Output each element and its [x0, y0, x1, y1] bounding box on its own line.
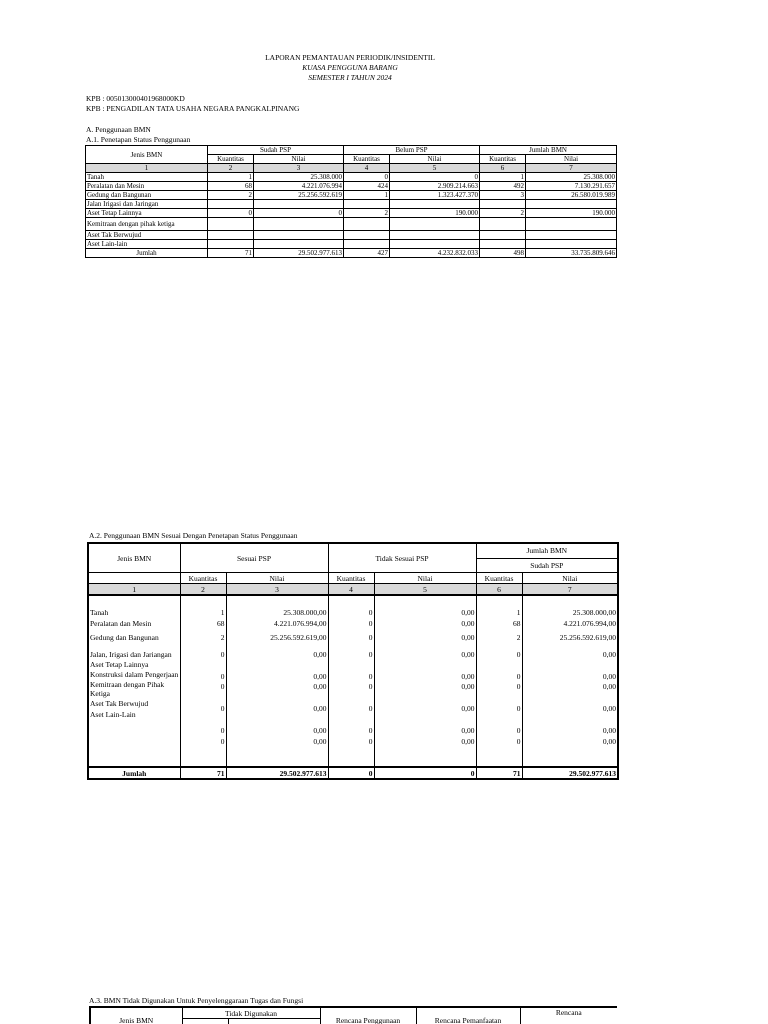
- table-row: [86, 173, 617, 182]
- cell-jumlah-kuantitas: 1: [480, 173, 526, 182]
- cell-value: 0,00: [461, 633, 475, 642]
- cell-value: 0: [368, 618, 373, 628]
- total-label: Jumlah: [86, 249, 208, 258]
- cell-belum-kuantitas: 2: [344, 209, 390, 218]
- index-cell: 6: [480, 164, 526, 173]
- header-belum-psp: Belum PSP: [344, 146, 480, 155]
- cell-jumlah-kuantitas: [480, 200, 526, 209]
- table-header-row: [90, 1007, 617, 1019]
- total-jumlah-kuantitas: 498: [480, 249, 526, 258]
- index-cell: 6: [476, 584, 522, 596]
- section-a-title: A. Penggunaan BMN: [86, 125, 151, 134]
- cell-value: 0,00: [602, 682, 617, 691]
- total-belum-kuantitas: 427: [344, 249, 390, 258]
- cell-sudah-nilai: [254, 240, 344, 249]
- table-subheader-row: [88, 573, 618, 584]
- header-nilai: Nilai: [254, 155, 344, 164]
- table-total-row: [88, 767, 618, 779]
- row-name: Gedung dan Bangunan: [86, 191, 208, 200]
- row-names-column: [88, 595, 180, 767]
- cell-value: 0,00: [602, 649, 617, 659]
- header-kuantitas: Kuantitas: [476, 573, 522, 584]
- cell-value: 2: [220, 633, 225, 642]
- cell-value: 4.221.076.994,00: [274, 618, 327, 628]
- cell-value: 0: [368, 649, 373, 659]
- row-name: Aset Tetap Lainnya: [90, 659, 149, 669]
- cell-value: 68: [513, 618, 521, 628]
- index-cell: 5: [374, 584, 476, 596]
- cell-jumlah-kuantitas: 492: [480, 182, 526, 191]
- cell-value: 0,00: [461, 682, 475, 691]
- cell-value: 0: [368, 682, 373, 691]
- cell-value: 0,00: [313, 671, 327, 681]
- index-cell: 4: [328, 584, 374, 596]
- table1-caption: A.1. Penetapan Status Penggunaan: [86, 135, 191, 144]
- index-cell: 2: [208, 164, 254, 173]
- table-total-row: [86, 249, 617, 258]
- cell-jumlah-kuantitas: [480, 231, 526, 240]
- cell-value: 0: [220, 649, 225, 659]
- cell-value: 0,00: [313, 736, 327, 746]
- cell-sudah-kuantitas: [208, 200, 254, 209]
- cell-sudah-nilai: [254, 231, 344, 240]
- cell-value: 0: [368, 704, 373, 713]
- row-name: Aset Lain-lain: [86, 240, 208, 249]
- cell-belum-kuantitas: 0: [344, 173, 390, 182]
- sesuai-kuantitas-column: [180, 595, 226, 767]
- cell-belum-nilai: 0: [390, 173, 480, 182]
- cell-value: 0,00: [461, 704, 475, 713]
- cell-value: 0,00: [602, 726, 617, 735]
- index-cell: 3: [226, 584, 328, 596]
- cell-value: 25.308.000,00: [283, 608, 327, 617]
- cell-sudah-kuantitas: 2: [208, 191, 254, 200]
- total-belum-nilai: 4.232.832.033: [390, 249, 480, 258]
- cell-jumlah-nilai: [526, 240, 617, 249]
- table-body-block: [88, 595, 618, 767]
- cell-belum-nilai: 1.323.427.370: [390, 191, 480, 200]
- cell-value: 0: [220, 736, 225, 746]
- empty-cell: [228, 1019, 320, 1024]
- cell-value: 0: [368, 608, 373, 617]
- cell-belum-nilai: 190.000: [390, 209, 480, 218]
- table-header-row: [86, 146, 617, 155]
- cell-belum-nilai: [390, 231, 480, 240]
- table-row: [86, 191, 617, 200]
- cell-sudah-kuantitas: [208, 240, 254, 249]
- cell-sudah-nilai: 0: [254, 209, 344, 218]
- cell-jumlah-nilai: 25.308.000: [526, 173, 617, 182]
- jumlah-kuantitas-column: [476, 595, 522, 767]
- report-period: SEMESTER I TAHUN 2024: [308, 73, 392, 82]
- kpb-name: KPB : PENGADILAN TATA USAHA NEGARA PANGKALPINANG: [86, 104, 300, 113]
- header-nilai: Nilai: [226, 573, 328, 584]
- cell-belum-nilai: [390, 240, 480, 249]
- cell-sudah-nilai: 25.308.000: [254, 173, 344, 182]
- header-kuantitas: Kuantitas: [180, 573, 226, 584]
- cell-belum-nilai: [390, 218, 480, 231]
- cell-value: 0: [516, 726, 521, 735]
- jumlah-nilai-column: [522, 595, 618, 767]
- cell-value: 0: [516, 649, 521, 659]
- header-jenis-bmn: Jenis BMN: [86, 146, 208, 164]
- empty-cell: [88, 573, 180, 584]
- header-jumlah-bmn: Jumlah BMN: [476, 543, 618, 558]
- header-jenis-bmn: Jenis BMN: [88, 543, 180, 573]
- header-tidak-digunakan: Tidak Digunakan: [182, 1007, 320, 1019]
- cell-value: 1: [220, 608, 225, 617]
- cell-jumlah-kuantitas: [480, 240, 526, 249]
- cell-value: 0: [516, 682, 521, 691]
- row-name: Tanah: [90, 608, 109, 617]
- cell-jumlah-nilai: [526, 231, 617, 240]
- header-jumlah-bmn: Jumlah BMN: [480, 146, 617, 155]
- cell-value: 0,00: [461, 608, 475, 617]
- cell-sudah-kuantitas: 68: [208, 182, 254, 191]
- table2-caption: A.2. Penggunaan BMN Sesuai Dengan Penetapan Status Penggunaan: [89, 531, 298, 540]
- cell-value: 0,00: [313, 649, 327, 659]
- cell-value: 25.256.592.619,00: [559, 633, 617, 642]
- cell-value: 25.256.592.619,00: [270, 633, 327, 642]
- cell-value: 0,00: [313, 704, 327, 713]
- cell-value: 1: [516, 608, 521, 617]
- table-a3-tidak-digunakan: [89, 1006, 617, 1024]
- cell-jumlah-kuantitas: 2: [480, 209, 526, 218]
- index-cell: 2: [180, 584, 226, 596]
- header-kuantitas: Kuantitas: [480, 155, 526, 164]
- cell-value: 0,00: [602, 736, 617, 746]
- table-row: [86, 200, 617, 209]
- header-tidak-sesuai-psp: Tidak Sesuai PSP: [328, 543, 476, 573]
- index-cell: 7: [522, 584, 618, 596]
- cell-value: 0: [368, 633, 373, 642]
- cell-sudah-nilai: 25.256.592.619: [254, 191, 344, 200]
- cell-jumlah-kuantitas: [480, 218, 526, 231]
- total-jumlah-nilai: 29.502.977.613: [522, 767, 618, 779]
- header-sesuai-psp: Sesuai PSP: [180, 543, 328, 573]
- table-row: [86, 240, 617, 249]
- kpb-code: KPB : 005013000401968000KD: [86, 94, 185, 103]
- cell-jumlah-nilai: 190.000: [526, 209, 617, 218]
- cell-value: 0: [516, 671, 521, 681]
- cell-jumlah-nilai: 7.130.291.657: [526, 182, 617, 191]
- table3-caption: A.3. BMN Tidak Digunakan Untuk Penyelenggaraan Tugas dan Fungsi: [89, 996, 304, 1005]
- row-name: Jalan, Irigasi dan Jariangan: [90, 649, 172, 659]
- index-cell: 1: [88, 584, 180, 596]
- header-nilai: Nilai: [374, 573, 476, 584]
- sesuai-nilai-column: [226, 595, 328, 767]
- cell-sudah-kuantitas: [208, 218, 254, 231]
- table-header-row: [88, 543, 618, 558]
- row-name: Aset Lain-Lain: [90, 709, 136, 719]
- total-tidak-kuantitas: 0: [328, 767, 374, 779]
- cell-value: 0,00: [461, 726, 475, 735]
- header-nilai: Nilai: [390, 155, 480, 164]
- index-cell: 5: [390, 164, 480, 173]
- row-name: Tanah: [86, 173, 208, 182]
- index-cell: 7: [526, 164, 617, 173]
- cell-sudah-nilai: [254, 200, 344, 209]
- total-sesuai-nilai: 29.502.977.613: [226, 767, 328, 779]
- total-sudah-kuantitas: 71: [208, 249, 254, 258]
- total-jumlah-kuantitas: 71: [476, 767, 522, 779]
- cell-belum-kuantitas: [344, 231, 390, 240]
- cell-sudah-nilai: 4.221.076.994: [254, 182, 344, 191]
- cell-value: 0: [368, 726, 373, 735]
- table-row: [86, 209, 617, 218]
- tidak-kuantitas-column: [328, 595, 374, 767]
- cell-sudah-nilai: [254, 218, 344, 231]
- index-row: [86, 164, 617, 173]
- row-name: Kemitraan dengan pihak ketiga: [86, 218, 208, 231]
- table-a2-penggunaan-sesuai-psp: [87, 542, 619, 780]
- cell-value: 0: [368, 736, 373, 746]
- table-a1-penetapan-status: [85, 145, 617, 258]
- table-a3-clip: [89, 1006, 617, 1024]
- total-sudah-nilai: 29.502.977.613: [254, 249, 344, 258]
- index-cell: 1: [86, 164, 208, 173]
- row-name: Jalan Irigasi dan Jaringan: [86, 200, 208, 209]
- index-cell: 4: [344, 164, 390, 173]
- row-name: Peralatan dan Mesin: [86, 182, 208, 191]
- total-tidak-nilai: 0: [374, 767, 476, 779]
- index-row: [88, 584, 618, 596]
- total-sesuai-kuantitas: 71: [180, 767, 226, 779]
- row-name: Gedung dan Bangunan: [90, 633, 159, 642]
- cell-value: 0,00: [461, 649, 475, 659]
- cell-value: 2: [516, 633, 521, 642]
- cell-value: 0,00: [313, 726, 327, 735]
- cell-jumlah-nilai: [526, 200, 617, 209]
- cell-value: 0: [516, 704, 521, 713]
- row-name: Aset Tetap Lainnya: [86, 209, 208, 218]
- row-name: Kemitraan dengan Pihak Ketiga: [90, 680, 165, 698]
- header-nilai: Nilai: [526, 155, 617, 164]
- header-jenis-bmn: Jenis BMN: [90, 1007, 182, 1024]
- cell-value: 0: [516, 736, 521, 746]
- cell-value: 0: [220, 671, 225, 681]
- cell-value: 0: [220, 726, 225, 735]
- cell-belum-kuantitas: [344, 200, 390, 209]
- cell-value: 0,00: [461, 736, 475, 746]
- cell-belum-kuantitas: 1: [344, 191, 390, 200]
- empty-cell: [182, 1019, 228, 1024]
- cell-belum-nilai: 2.909.214.663: [390, 182, 480, 191]
- cell-value: 0,00: [461, 618, 475, 628]
- cell-value: 0,00: [602, 704, 617, 713]
- cell-value: 25.308.000,00: [572, 608, 617, 617]
- header-kuantitas: Kuantitas: [208, 155, 254, 164]
- table-row: [86, 231, 617, 240]
- total-label: Jumlah: [88, 767, 180, 779]
- total-jumlah-nilai: 33.735.809.646: [526, 249, 617, 258]
- header-rencana-penggunaan: Rencana Penggunaan: [320, 1007, 416, 1024]
- cell-value: 0: [220, 682, 225, 691]
- cell-belum-kuantitas: [344, 240, 390, 249]
- report-subtitle: KUASA PENGGUNA BARANG: [302, 63, 398, 72]
- header-sudah-psp: Sudah PSP: [208, 146, 344, 155]
- cell-belum-kuantitas: 424: [344, 182, 390, 191]
- header-kuantitas: Kuantitas: [344, 155, 390, 164]
- cell-belum-nilai: [390, 200, 480, 209]
- cell-value: 0,00: [602, 671, 617, 681]
- table-row: [86, 218, 617, 231]
- cell-value: 0: [220, 704, 225, 713]
- index-cell: 3: [254, 164, 344, 173]
- row-name: Aset Tak Berwujud: [86, 231, 208, 240]
- cell-jumlah-nilai: [526, 218, 617, 231]
- header-nilai: Nilai: [522, 573, 618, 584]
- tidak-nilai-column: [374, 595, 476, 767]
- cell-value: 0,00: [461, 671, 475, 681]
- cell-sudah-kuantitas: [208, 231, 254, 240]
- header-rencana: Rencana: [520, 1007, 617, 1024]
- cell-value: 0,00: [313, 682, 327, 691]
- cell-value: 4.221.076.994,00: [563, 618, 617, 628]
- header-rencana-pemanfaatan: Rencana Pemanfaatan: [416, 1007, 520, 1024]
- header-jumlah-sudah-psp: Sudah PSP: [476, 558, 618, 572]
- row-name: Konstruksi dalam Pengerjaan: [90, 670, 179, 679]
- cell-jumlah-kuantitas: 3: [480, 191, 526, 200]
- cell-value: 0: [368, 671, 373, 681]
- header-kuantitas: Kuantitas: [328, 573, 374, 584]
- cell-value: 68: [217, 618, 225, 628]
- report-title: LAPORAN PEMANTAUAN PERIODIK/INSIDENTIL: [265, 53, 435, 62]
- table-row: [86, 182, 617, 191]
- cell-belum-kuantitas: [344, 218, 390, 231]
- row-name: Peralatan dan Mesin: [90, 618, 152, 628]
- row-name: Aset Tak Berwujud: [90, 699, 149, 708]
- cell-sudah-kuantitas: 1: [208, 173, 254, 182]
- cell-jumlah-nilai: 26.580.019.989: [526, 191, 617, 200]
- cell-sudah-kuantitas: 0: [208, 209, 254, 218]
